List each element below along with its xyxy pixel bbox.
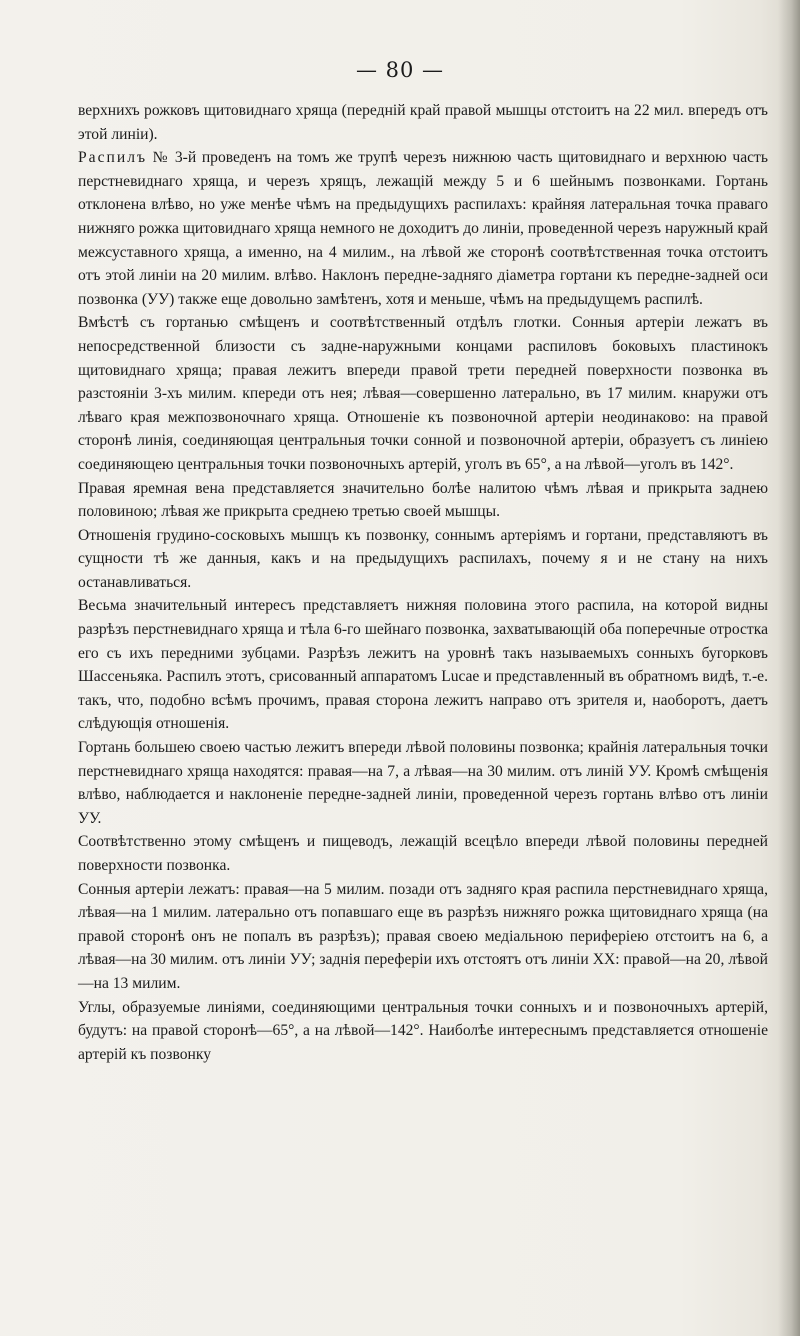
paragraph-5: [78, 524, 768, 595]
body-text: [78, 99, 768, 1066]
page-number: — 80 —: [355, 58, 445, 82]
paragraph-7-text: Гортань большею своею частью лежитъ впереди лѣвой половины позвонка; крайнія латеральныя точки перстневиднаго хряща находятся: правая—на 7, а лѣвая—на 30 милим. отъ линій УУ. Кромѣ смѣщенія влѣво, наблюдается и наклоненіе передне-задней линіи, проведенной черезъ гортань влѣво отъ линіи УУ.: [78, 739, 768, 827]
paragraph-8-text: Соотвѣтственно этому смѣщенъ и пищеводъ, лежащій всецѣло впереди лѣвой половины передней поверхности позвонка.: [78, 833, 768, 874]
paragraph-3: [78, 311, 768, 476]
paragraph-2: [78, 146, 768, 311]
paragraph-4: [78, 477, 768, 524]
paragraph-1: [78, 99, 768, 146]
paragraph-2-text: № 3-й проведенъ на томъ же трупѣ черезъ нижнюю часть щитовиднаго и верхнюю часть перстневиднаго хряща, и черезъ хрящъ, лежащій между 5 и 6 шейнымъ позвонками. Гортань отклонена влѣво, но уже менѣе чѣмъ на предыдущихъ распилахъ: крайняя латеральная точка праваго нижняго рожка щитовиднаго хряща немного не доходитъ до линіи, проведенной черезъ наружный край межсуставного хряща, а именно, на 4 милим., на лѣвой же сторонѣ соотвѣтственная точка отстоитъ отъ этой линіи на 20 милим. влѣво. Наклонъ передне-задняго діаметра гортани къ передне-задней оси позвонка (УУ) также еще довольно замѣтенъ, хотя и меньше, чѣмъ на предыдущемъ распилѣ.: [78, 149, 768, 308]
paragraph-5-text: Отношенія грудино-сосковыхъ мышцъ къ позвонку, соннымъ артеріямъ и гортани, представляютъ въ сущности тѣ же данныя, какъ и на предыдущихъ распилахъ, почему я и не стану на нихъ останавливаться.: [78, 526, 768, 591]
page-edge-shadow: [778, 0, 800, 1336]
paragraph-9-text: Сонныя артеріи лежатъ: правая—на 5 милим. позади отъ задняго края распила перстневиднаго хряща, лѣвая—на 1 милим. латерально отъ попавшаго еще въ разрѣзъ нижняго рожка щитовиднаго хряща (на правой сторонѣ онъ не попалъ въ разрѣзъ); правая своею медіальною периферіею отстоитъ на 6, а лѣвая—на 30 милим. отъ линіи УУ; заднія переферіи ихъ отстоятъ отъ линіи XX: правой—на 20, лѣвой—на 13 милим.: [78, 880, 768, 992]
paragraph-2-lead: Распилъ: [78, 149, 148, 167]
paragraph-8: [78, 830, 768, 877]
paragraph-9: [78, 878, 768, 996]
paragraph-1-text: верхнихъ рожковъ щитовиднаго хряща (передній край правой мышцы отстоитъ на 22 мил. впередъ отъ этой линіи).: [78, 102, 768, 143]
paragraph-7: [78, 736, 768, 830]
paragraph-3-text: Вмѣстѣ съ гортанью смѣщенъ и соотвѣтственный отдѣлъ глотки. Сонныя артеріи лежатъ въ непосредственной близости съ задне-наружными концами распиловъ боковыхъ пластинокъ щитовиднаго хряща; правая лежитъ впереди правой трети передней поверхности позвонка въ разстояніи 3-хъ милим. кпереди отъ нея; лѣвая—совершенно латерально, въ 17 милим. кнаружи отъ лѣваго края межпозвоночнаго хряща. Отношеніе къ позвоночной артеріи неодинаково: на правой сторонѣ линія, соединяющая центральныя точки сонной и позвоночной артеріи, образуетъ съ линіею соединяющею центральныя точки позвоночныхъ артерій, уголъ въ 65°, а на лѣвой—уголъ въ 142°.: [78, 314, 768, 473]
paragraph-10-text: Углы, образуемые линіями, соединяющими центральныя точки сонныхъ и и позвоночныхъ артерій, будутъ: на правой сторонѣ—65°, а на лѣвой—142°. Наиболѣе интереснымъ представляется отношеніе артерій къ позвонку: [78, 998, 768, 1063]
paragraph-6: [78, 594, 768, 736]
paragraph-10: [78, 996, 768, 1067]
paragraph-6-text: Весьма значительный интересъ представляетъ нижняя половина этого распила, на которой видны разрѣзъ перстневиднаго хряща и тѣла 6-го шейнаго позвонка, захватывающій оба поперечные отростка его съ ихъ передними зубцами. Разрѣзъ лежитъ на уровнѣ такъ называемыхъ сонныхъ бугорковъ Шассеньяка. Распилъ этотъ, срисованный аппаратомъ Lucae и представленный въ обратномъ видѣ, т.-е. такъ, что, подобно всѣмъ прочимъ, правая сторона лежитъ направо отъ зрителя и, наоборотъ, даетъ слѣдующія отношенія.: [78, 597, 768, 733]
paragraph-4-text: Правая яремная вена представляется значительно болѣе налитою чѣмъ лѣвая и прикрыта заднею половиною; лѣвая же прикрыта среднею третью своей мышцы.: [78, 479, 768, 521]
